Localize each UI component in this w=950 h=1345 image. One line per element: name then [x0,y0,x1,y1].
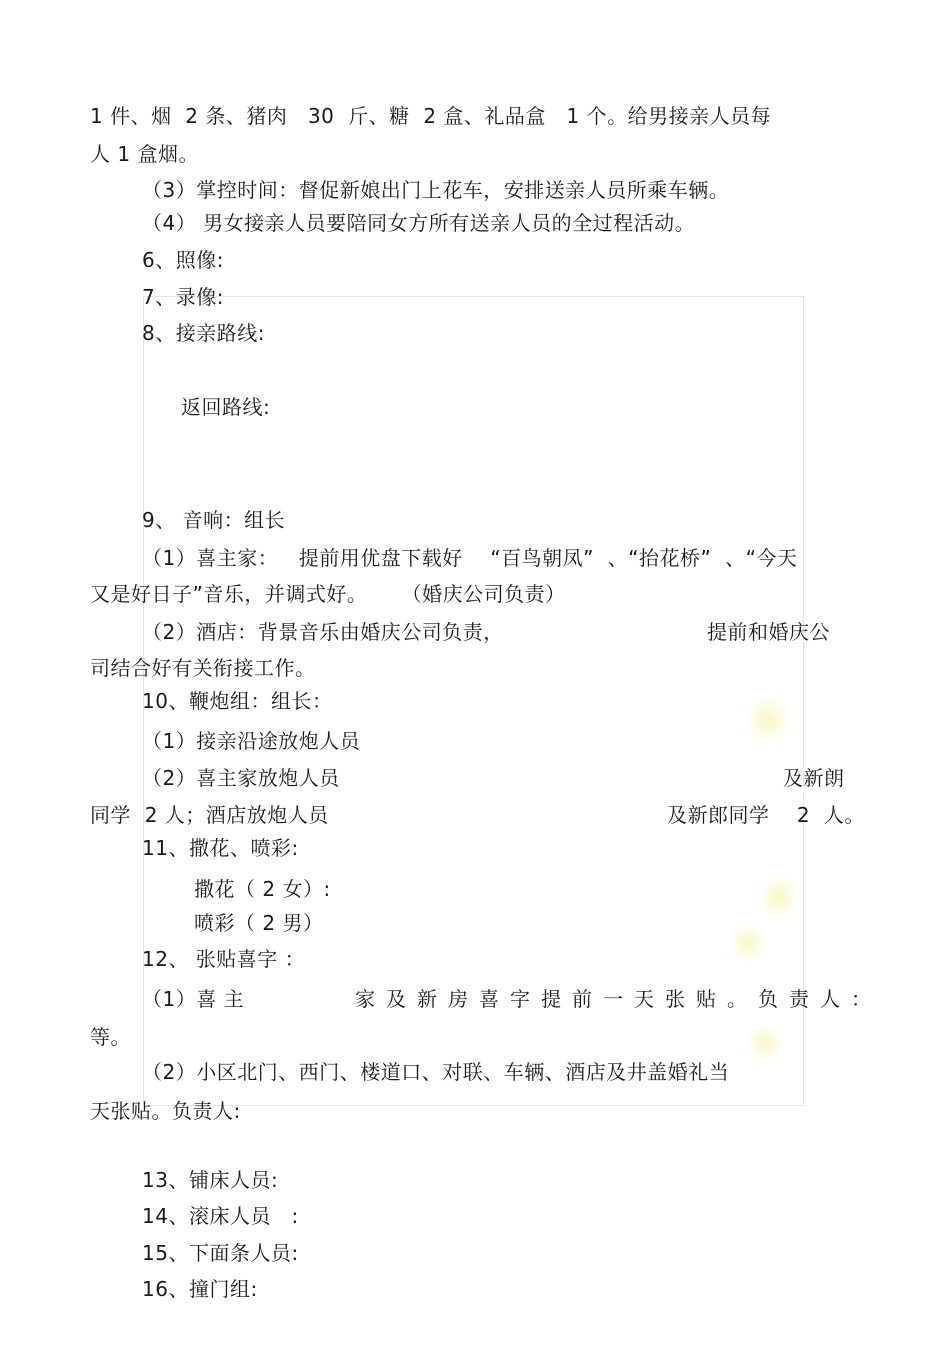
text-line: （1）喜主家： 提前用优盘下载好 “百鸟朝凤” 、“抬花桥” 、“今天 [142,546,798,570]
yellow-watermark-glow [762,870,796,924]
text-line: （2）酒店：背景音乐由婚庆公司负责， [142,620,504,644]
text-line: 12、 张贴喜字 ： [142,947,306,971]
text-line: 天张贴。负责人: [90,1099,241,1123]
text-line: 7、录像: [142,285,224,309]
text-line: 撒花（ 2 女）: [194,877,331,901]
text-line: 家及新房喜字提前一天张贴。负责人： [355,987,882,1011]
text-line: 13、铺床人员: [142,1168,279,1192]
text-line: 提前和婚庆公 [707,620,830,644]
text-line: （2）喜主家放炮人员 [142,766,340,790]
text-line: 16、撞门组: [142,1277,258,1301]
text-line: 6、照像: [142,248,224,272]
text-line: 15、下面条人员: [142,1241,299,1265]
text-line: 返回路线: [181,395,271,419]
text-line: 及新郎同学 2 人。 [667,803,865,827]
text-line: （1）喜 主 [142,987,245,1011]
yellow-watermark-glow [730,920,766,966]
text-line: 11、撒花、喷彩: [142,836,299,860]
text-line: 同学 2 人；酒店放炮人员 [90,803,329,827]
text-line: 又是好日子”音乐，并调式好。 （婚庆公司负责） [90,582,566,606]
text-line: 人 1 盒烟。 [90,142,199,166]
text-line: 14、滚床人员 : [142,1204,299,1228]
text-line: （4） 男女接亲人员要陪同女方所有送亲人员的全过程活动。 [142,211,696,235]
text-line: 等。 [90,1025,131,1049]
text-line: （2）小区北门、西门、楼道口、对联、车辆、酒店及井盖婚礼当 [142,1060,730,1084]
yellow-watermark-glow [748,1020,782,1066]
text-line: 10、鞭炮组：组长： [142,689,333,713]
text-line: （1）接亲沿途放炮人员 [142,729,361,753]
text-line: （3）掌控时间：督促新娘出门上花车，安排送亲人员所乘车辆。 [142,178,730,202]
text-line: 9、 音响：组长 [142,508,286,532]
text-line: 喷彩（ 2 男） [194,911,324,935]
text-line: 8、接亲路线: [142,321,265,345]
text-line: 及新朗 [783,766,845,790]
text-line: 司结合好有关衔接工作。 [90,656,316,680]
text-line: 1 件、烟 2 条、猪肉 30 斤、糖 2 盒、礼品盒 1 个。给男接亲人员每 [90,104,772,128]
yellow-watermark-glow [748,690,788,750]
